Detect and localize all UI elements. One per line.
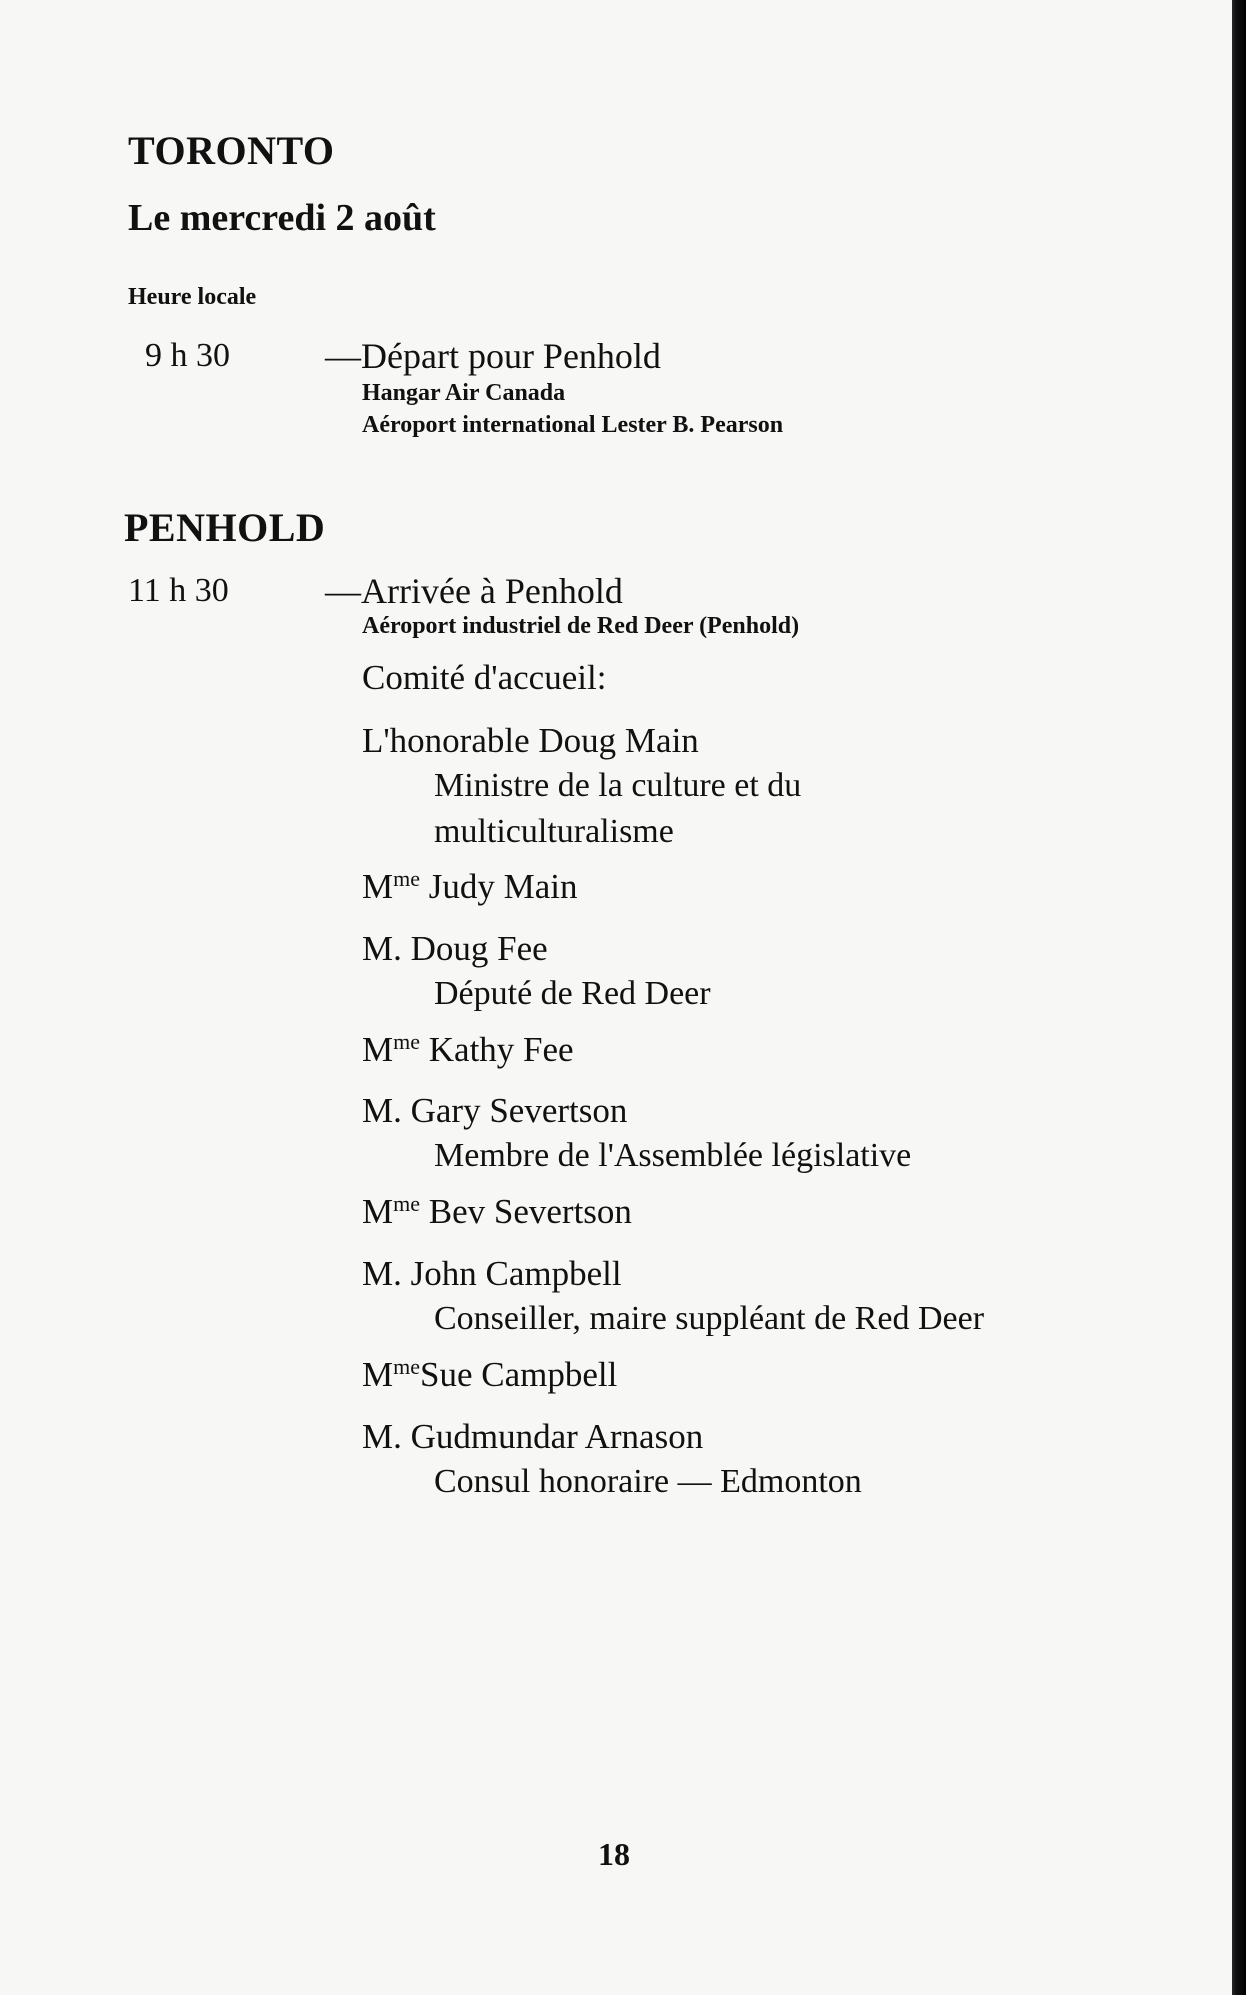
event-location: Aéroport industriel de Red Deer (Penhold) — [362, 613, 800, 639]
event-title: —Arrivée à Penhold — [325, 571, 623, 611]
member-name: M. Gary Severtson — [362, 1091, 628, 1130]
event-time: 11 h 30 — [128, 572, 229, 609]
page-edge-shadow — [1232, 0, 1246, 1995]
event-title: —Départ pour Penhold — [325, 336, 661, 376]
section-title-penhold: PENHOLD — [124, 505, 326, 550]
member-role: Consul honoraire — Edmonton — [434, 1463, 862, 1500]
date-heading: Le mercredi 2 août — [128, 197, 436, 239]
member-name: M. John Campbell — [362, 1254, 622, 1293]
member-role: Membre de l'Assemblée législative — [434, 1137, 912, 1174]
member-name: M. Doug Fee — [362, 929, 548, 968]
member-name: $M^{me}$ Kathy Fee — [362, 1029, 574, 1069]
page-number: 18 — [598, 1836, 630, 1872]
member-name: $M^{me}$ Judy Main — [362, 866, 578, 906]
member-role: Député de Red Deer — [434, 975, 711, 1012]
member-role: Ministre de la culture et du — [434, 767, 802, 804]
event-location: Aéroport international Lester B. Pearson — [362, 412, 784, 438]
section-title-toronto: TORONTO — [128, 128, 335, 173]
member-role: multiculturalisme — [434, 813, 674, 850]
local-time-label: Heure locale — [128, 284, 257, 310]
member-name: $M^{me}Sue$ Campbell — [362, 1354, 618, 1394]
member-name: $M^{me}$ Bev Severtson — [362, 1191, 632, 1231]
event-location: Hangar Air Canada — [362, 380, 566, 406]
member-name: M. Gudmundar Arnason — [362, 1417, 704, 1456]
member-role: Conseiller, maire suppléant de Red Deer — [434, 1300, 985, 1337]
welcome-committee-label: Comité d'accueil: — [362, 658, 607, 697]
member-name: L'honorable Doug Main — [362, 721, 699, 760]
event-time: 9 h 30 — [145, 337, 230, 374]
